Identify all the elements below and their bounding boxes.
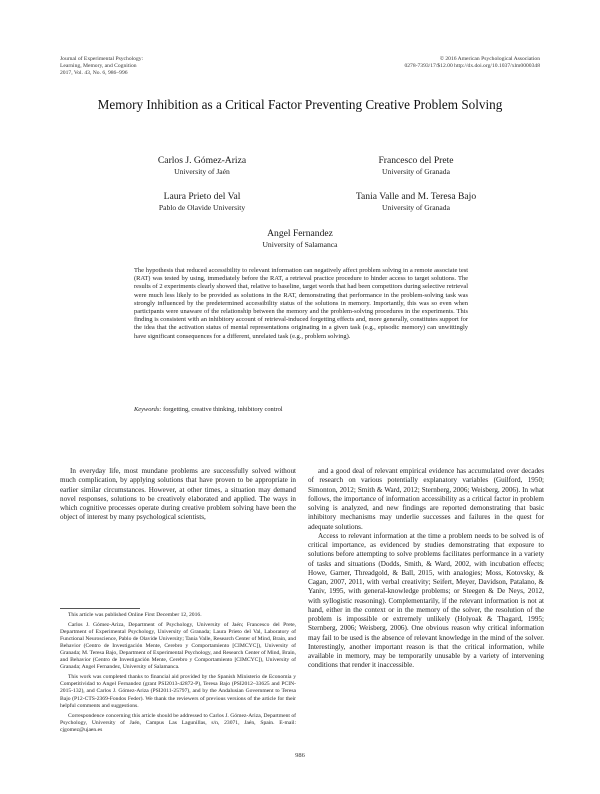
body-paragraph: and a good deal of relevant empirical evidence has accumulated over decades of research on various potentially explanatory variables (Guilford, 1950; Simonton, 2012; Smith & Ward, 2012; Sternberg, 2006; Weisberg, 2006). In what follows, the importance of information accessibility as a critical factor in problem solving is analyzed, and new findings are reported demonstrating that basic inhibitory mechanisms may underlie successes and failures in the quest for adequate solutions. [308, 467, 544, 531]
author-name: Tania Valle and M. Teresa Bajo [355, 191, 477, 202]
footnote: This work was completed thanks to financial aid provided by the Spanish Ministerio de Economía y Competitividad to Angel Fernandez (grant PSI2013-42872-P), Teresa Bajo (PSI2012–33625 and PCIN-2015-132), and Carlos J. Gómez-Ariza (PSI2011-25797), and by the Andalusian Government to Teresa Bajo (P12-CTS-2369-Fondos Feder). We thank the reviewers of previous versions of the article for their helpful comments and suggestions. [60, 674, 296, 709]
author-affiliation: Pablo de Olavide University [158, 203, 246, 212]
journal-citation-line: Learning, Memory, and Cognition [60, 63, 137, 69]
body-paragraph: Access to relevant information at the time a problem needs to be solved is of critical importance, as evidenced by studies demonstrating that exposure to solutions before attempting to solve problems facilitates performance in a variety of tasks and situations (Dodds, Smith, & Ward, 2002, with incubation effects; Howe, Garner, Threadgold, & Ball, 2015, with analogies; Moss, Kotovsky, & Cagan, 2007, 2011, with verbal creativity; Seifert, Meyer, Davidson, Patalano, & Yaniv, 1995, with general-knowledge problems; or Steegen & De Neys, 2012, with syllogistic reasoning). Complementarily, if the relevant information is not at hand, either in the context or in the memory of the solver, the resolution of the problem is impossible or extremely unlikely (Holyoak & Thagard, 1995; Sternberg, 2006; Weisberg, 2006). One obvious reason why critical information may fail to be used is the absence of relevant knowledge in the mind of the solver. Interestingly, another important reason is that the critical information, while available in memory, may be temporarily unusable by a variety of intervening conditions that render it inaccessible. [308, 531, 544, 670]
footnote-divider [60, 608, 140, 609]
author-name: Angel Fernandez [267, 228, 333, 239]
footnote: Correspondence concerning this article should be addressed to Carlos J. Gómez-Ariza, Department of Psychology, University of Jaén, Campus Las Lagunillas, s/n, 23071, Jaén, Spain. E-mail: cjgomez@ujaen.es [60, 712, 296, 733]
journal-citation-line: 2017, Vol. 43, No. 6, 986–996 [60, 70, 128, 76]
copyright-line: © 2016 American Psychological Association [439, 56, 540, 62]
keywords-text: forgetting, creative thinking, inhibitory control [163, 406, 283, 413]
author-name: Francesco del Prete [378, 155, 454, 166]
keywords [134, 406, 468, 414]
keywords-label: Keywords: [134, 406, 162, 413]
author-block [92, 155, 312, 177]
author-name: Laura Prieto del Val [163, 191, 241, 202]
body-left-column [60, 467, 296, 523]
author-affiliation: University of Granada [382, 203, 450, 212]
journal-citation-line: Journal of Experimental Psychology: [60, 56, 144, 62]
author-affiliation: University of Granada [382, 167, 450, 176]
body-paragraph: In everyday life, most mundane problems are successfully solved without much complication, by applying solutions that have proven to be appropriate in earlier similar circumstances. However, at other times, a situation may demand novel responses, solutions to be creatively elaborated and applied. The ways in which cognitive processes operate during creative problem solving have been the object of interest by many psychological scientists, [60, 467, 296, 522]
abstract: The hypothesis that reduced accessibility to relevant information can negatively affect problem solving in a remote associate test (RAT) was tested by using, immediately before the RAT, a retrieval practice procedure to hinder access to target solutions. The results of 2 experiments clearly showed that, relative to baseline, target words that had been competitors during selective retrieval were much less likely to be provided as solutions in the RAT, demonstrating that performance in the problem-solving task was strongly influenced by the predetermined accessibility status of the solutions in memory. Importantly, this was so even when participants were unaware of the relationship between the memory and the problem-solving procedures in the experiments. This finding is consistent with an inhibitory account of retrieval-induced forgetting effects and, more generally, constitutes support for the idea that the activation status of mental representations originating in a given task (e.g., episodic memory) can unwittingly have significant consequences for a different, unrelated task (e.g., problem solving). [134, 267, 468, 340]
copyright-doi [300, 56, 540, 70]
article-title: Memory Inhibition as a Critical Factor Preventing Creative Problem Solving [97, 97, 503, 112]
author-affiliation: University of Salamanca [262, 240, 338, 249]
author-block [92, 191, 312, 213]
author-block [306, 155, 526, 177]
footnote: Carlos J. Gómez-Ariza, Department of Psychology, University of Jaén; Francesco del Prete, Department of Experimental Psychology, University of Granada; Laura Prieto del Val, Laboratory of Functional Neuroscience, Pablo de Olavide University; Tania Valle, Research Center of Mind, Brain, and Behavior (Centro de Investigación Mente, Cerebro y Comportamiento [CIMCYC]), University of Granada; M. Teresa Bajo, Department of Experimental Psychology, and Research Center of Mind, Brain, and Behavior (Centro de Investigación Mente, Cerebro y Comportamiento [CIMCYC]), University of Granada; Angel Fernandez, University of Salamanca. [60, 622, 296, 671]
author-name: Carlos J. Gómez-Ariza [157, 155, 247, 166]
footnotes [60, 612, 296, 737]
author-block [306, 191, 526, 213]
author-block [190, 228, 410, 250]
page-number: 986 [295, 752, 305, 759]
body-right-column [308, 467, 544, 671]
footnote: This article was published Online First December 12, 2016. [68, 612, 202, 618]
doi-line: 0278-7393/17/$12.00 http://dx.doi.org/10.1037/xlm0000348 [404, 63, 540, 69]
journal-citation [60, 56, 260, 77]
author-affiliation: University of Jaén [174, 167, 230, 176]
